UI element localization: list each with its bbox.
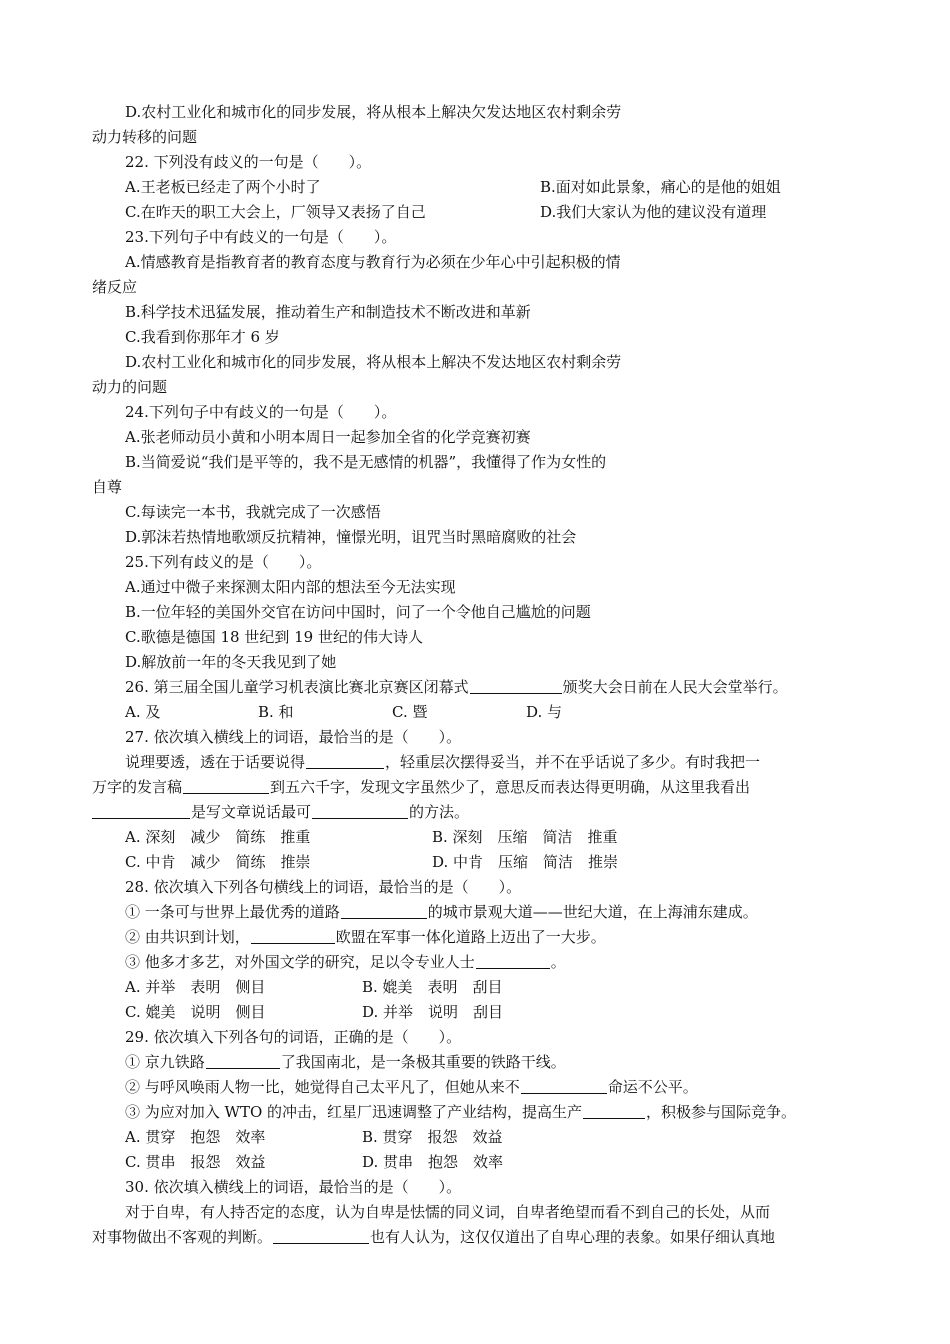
- q28-sentence-text: ① 一条可与世界上最优秀的道路: [125, 903, 340, 921]
- q25-option-c: C.歌德是德国 18 世纪到 19 世纪的伟大诗人: [125, 628, 423, 646]
- q27-blank-3: [92, 800, 190, 819]
- q27-passage-text: ，轻重层次摆得妥当，并不在乎话说了多少。有时我把一: [385, 753, 761, 771]
- q28-option-c: C. 媲美 说明 侧目: [125, 1003, 266, 1021]
- q29-sentence-text: ② 与呼风唤雨人物一比，她觉得自己太平凡了，但她从来不: [125, 1078, 520, 1096]
- q27-blank-1: [306, 750, 384, 769]
- q27-passage-line-1: [125, 750, 760, 774]
- q25-stem: 25.下列有歧义的是（ ）。: [125, 553, 322, 571]
- q29-blank-3: [583, 1100, 645, 1119]
- q28-sentence-2: [125, 925, 606, 949]
- q28-blank-2: [251, 925, 335, 944]
- q29-sentence-2: [125, 1075, 698, 1099]
- q28-option-d: D. 并举 说明 刮目: [362, 1003, 504, 1021]
- q27-option-b: B. 深刻 压缩 简洁 推重: [432, 828, 618, 846]
- q27-passage-text: 是写文章说话最可: [191, 803, 312, 821]
- q23-option-c: C.我看到你那年才 6 岁: [125, 328, 280, 346]
- q30-passage-text: 也有人认为，这仅仅道出了自卑心理的表象。如果仔细认真地: [370, 1228, 776, 1246]
- q23-option-d: D.农村工业化和城市化的同步发展，将从根本上解决不发达地区农村剩余劳: [125, 353, 622, 371]
- q23-option-d-cont: 动力的问题: [92, 378, 168, 396]
- q29-sentence-text: ，积极参与国际竞争。: [646, 1103, 797, 1121]
- q21-option-d: D.农村工业化和城市化的同步发展，将从根本上解决欠发达地区农村剩余劳: [125, 103, 622, 121]
- q26-stem-pre: 26. 第三届全国儿童学习机表演比赛北京赛区闭幕式: [125, 678, 469, 696]
- q25-option-b: B.一位年轻的美国外交官在访问中国时，问了一个令他自己尴尬的问题: [125, 603, 591, 621]
- q27-stem: 27. 依次填入横线上的词语，最恰当的是（ ）。: [125, 728, 462, 746]
- q21-option-d-cont: 动力转移的问题: [92, 128, 198, 146]
- q22-option-c: C.在昨天的职工大会上，厂领导又表扬了自己: [125, 203, 426, 221]
- q26-blank: [470, 675, 562, 694]
- q27-passage-text: 到五六千字，发现文字虽然少了，意思反而表达得更明确，从这里我看出: [270, 778, 751, 796]
- q29-blank-1: [206, 1050, 280, 1069]
- q24-option-b: B.当简爱说“我们是平等的，我不是无感情的机器”，我懂得了作为女性的: [125, 453, 607, 471]
- q29-sentence-text: 了我国南北，是一条极其重要的铁路干线。: [280, 1053, 566, 1071]
- q27-option-c: C. 中肯 减少 简练 推崇: [125, 853, 311, 871]
- q29-sentence-text: ① 京九铁路: [125, 1053, 205, 1071]
- q22-option-d: D.我们大家认为他的建议没有道理: [540, 203, 767, 221]
- q30-passage-line-1: 对于自卑，有人持否定的态度，认为自卑是怯懦的同义词，自卑者绝望而看不到自己的长处，从而: [125, 1203, 771, 1221]
- q26-stem: [125, 675, 788, 699]
- q28-option-b: B. 媲美 表明 刮目: [362, 978, 503, 996]
- q30-passage-text: 对事物做出不客观的判断。: [92, 1228, 273, 1246]
- q27-blank-4: [312, 800, 408, 819]
- q28-option-a: A. 并举 表明 侧目: [125, 978, 266, 996]
- q30-passage-line-2: [92, 1225, 775, 1249]
- q22-stem: 22. 下列没有歧义的一句是（ ）。: [125, 153, 372, 171]
- q23-option-a: A.情感教育是指教育者的教育态度与教育行为必须在少年心中引起积极的情: [125, 253, 621, 271]
- q28-sentence-text: 。: [550, 953, 566, 971]
- q25-option-a: A.通过中微子来探测太阳内部的想法至今无法实现: [125, 578, 456, 596]
- q29-sentence-text: ③ 为应对加入 WTO 的冲击，红星厂迅速调整了产业结构，提高生产: [125, 1103, 583, 1121]
- q26-option-d: D. 与: [526, 703, 563, 721]
- q28-stem: 28. 依次填入下列各句横线上的词语，最恰当的是（ ）。: [125, 878, 522, 896]
- q28-sentence-text: ② 由共识到计划，: [125, 928, 250, 946]
- q27-blank-2: [183, 775, 269, 794]
- q26-option-c: C. 暨: [392, 703, 428, 721]
- q27-passage-text: 万字的发言稿: [92, 778, 183, 796]
- q22-option-b: B.面对如此景象，痛心的是他的姐姐: [540, 178, 781, 196]
- q24-option-d: D.郭沫若热情地歌颂反抗精神，憧憬光明，诅咒当时黑暗腐败的社会: [125, 528, 577, 546]
- q27-option-a: A. 深刻 减少 简练 推重: [125, 828, 311, 846]
- q29-sentence-1: [125, 1050, 566, 1074]
- q29-stem: 29. 依次填入下列各句的词语，正确的是（ ）。: [125, 1028, 462, 1046]
- q28-blank-1: [341, 900, 427, 919]
- q29-option-a: A. 贯穿 抱怨 效率: [125, 1128, 266, 1146]
- q23-option-a-cont: 绪反应: [92, 278, 138, 296]
- q26-option-b: B. 和: [258, 703, 294, 721]
- q29-option-c: C. 贯串 报怨 效益: [125, 1153, 266, 1171]
- q27-passage-line-2: [92, 775, 750, 799]
- q29-option-d: D. 贯串 抱怨 效率: [362, 1153, 504, 1171]
- q27-passage-line-3: [92, 800, 469, 824]
- q27-passage-text: 的方法。: [409, 803, 470, 821]
- q24-option-b-cont: 自尊: [92, 478, 123, 496]
- q22-option-a: A.王老板已经走了两个小时了: [125, 178, 321, 196]
- q29-sentence-3: [125, 1100, 796, 1124]
- q24-option-a: A.张老师动员小黄和小明本周日一起参加全省的化学竞赛初赛: [125, 428, 531, 446]
- q28-blank-3: [476, 950, 550, 969]
- q23-option-b: B.科学技术迅猛发展，推动着生产和制造技术不断改进和革新: [125, 303, 531, 321]
- q28-sentence-1: [125, 900, 758, 924]
- q28-sentence-text: 的城市景观大道——世纪大道，在上海浦东建成。: [427, 903, 758, 921]
- q29-sentence-text: 命运不公平。: [607, 1078, 698, 1096]
- q28-sentence-text: 欧盟在军事一体化道路上迈出了一大步。: [335, 928, 606, 946]
- q23-stem: 23.下列句子中有歧义的一句是（ ）。: [125, 228, 397, 246]
- q24-stem: 24.下列句子中有歧义的一句是（ ）。: [125, 403, 397, 421]
- q28-sentence-3: [125, 950, 566, 974]
- q29-option-b: B. 贯穿 报怨 效益: [362, 1128, 503, 1146]
- q26-option-a: A. 及: [125, 703, 161, 721]
- q25-option-d: D.解放前一年的冬天我见到了她: [125, 653, 337, 671]
- q26-stem-post: 颁奖大会日前在人民大会堂举行。: [562, 678, 788, 696]
- q27-option-d: D. 中肯 压缩 简洁 推崇: [432, 853, 619, 871]
- q24-option-c: C.每读完一本书，我就完成了一次感悟: [125, 503, 381, 521]
- q27-passage-text: 说理要透，透在于话要说得: [125, 753, 306, 771]
- q30-stem: 30. 依次填入横线上的词语，最恰当的是（ ）。: [125, 1178, 462, 1196]
- q28-sentence-text: ③ 他多才多艺，对外国文学的研究，足以令专业人士: [125, 953, 475, 971]
- q29-blank-2: [521, 1075, 607, 1094]
- q30-blank-1: [273, 1225, 369, 1244]
